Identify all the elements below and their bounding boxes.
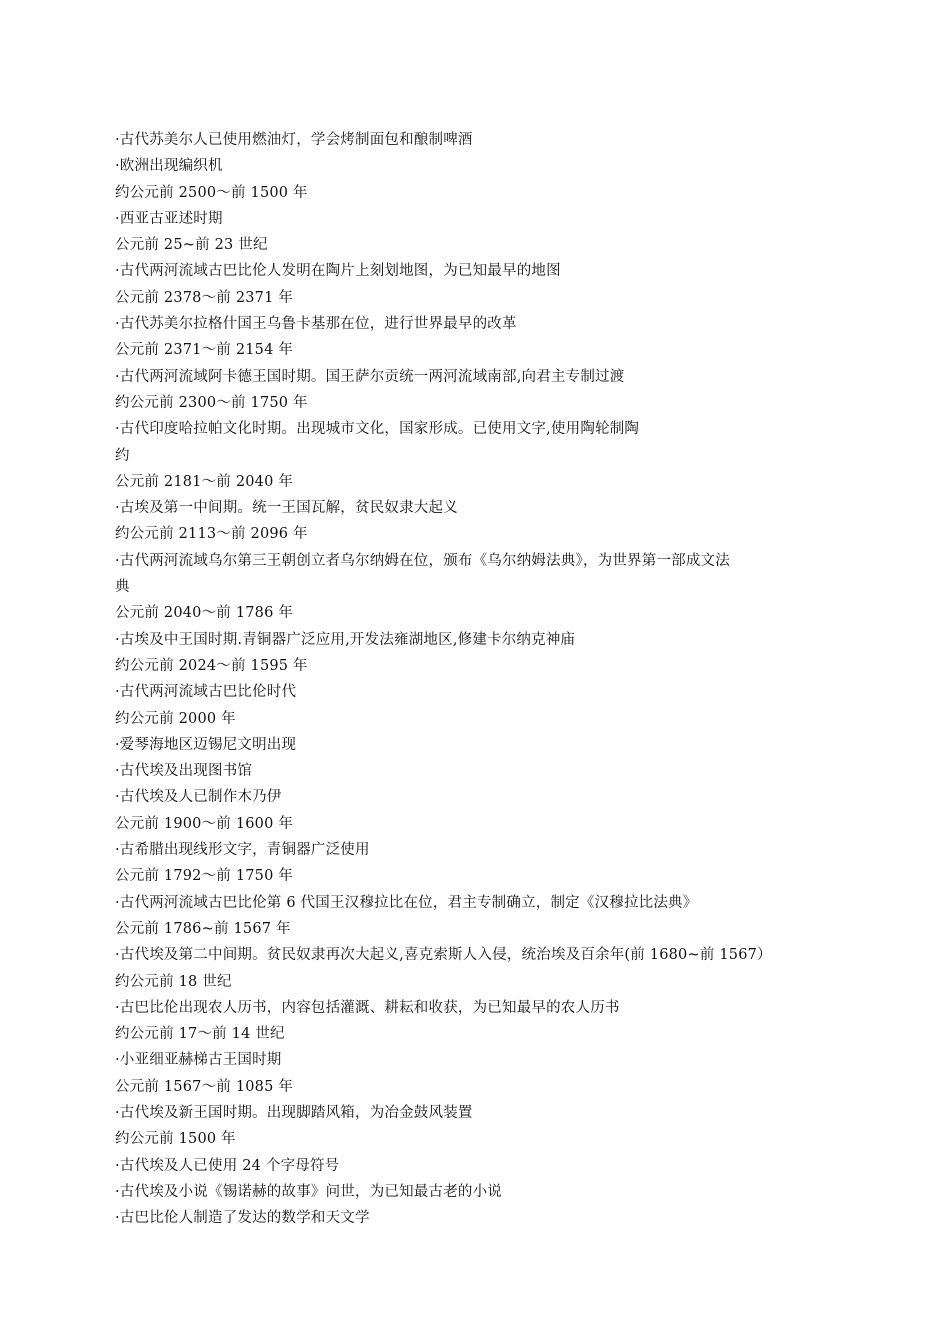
text-line: 公元前 1786~前 1567 年 [115, 920, 291, 937]
text-line: 公元前 1567～前 1085 年 [115, 1078, 294, 1095]
text-line: ·古代埃及新王国时期。出现脚踏风箱，为冶金鼓风装置 [115, 1104, 473, 1121]
text-line: 约公元前 2113～前 2096 年 [115, 526, 308, 543]
text-line: ·古希腊出现线形文字，青铜器广泛使用 [115, 842, 370, 859]
text-line: ·古代埃及小说《锡诺赫的故事》问世，为已知最古老的小说 [115, 1183, 503, 1200]
text-line: 公元前 1792～前 1750 年 [115, 868, 294, 885]
text-line: 典 [115, 579, 130, 596]
text-line: ·古代两河流域古巴比伦人发明在陶片上刻划地图，为已知最早的地图 [115, 263, 561, 280]
text-line: ·古代印度哈拉帕文化时期。出现城市文化，国家形成。已使用文字,使用陶轮制陶 [115, 421, 640, 438]
timeline-text [115, 127, 845, 1231]
text-line: ·古代两河流域古巴比伦第 6 代国王汉穆拉比在位，君主专制确立，制定《汉穆拉比法典》 [115, 894, 698, 911]
text-line: ·古代埃及出现图书馆 [115, 763, 253, 780]
text-line: ·欧洲出现编织机 [115, 158, 223, 175]
text-line: 公元前 2378～前 2371 年 [115, 289, 294, 306]
text-line: ·古代苏美尔人已使用燃油灯，学会烤制面包和酿制啤酒 [115, 132, 473, 148]
text-line: 公元前 2040～前 1786 年 [115, 605, 294, 622]
text-line: ·古巴比伦出现农人历书，内容包括灌溉、耕耘和收获，为已知最早的农人历书 [115, 999, 620, 1016]
text-line: ·古埃及中王国时期.青铜器广泛应用,开发法雍湖地区,修建卡尔纳克神庙 [115, 631, 576, 648]
text-line: ·古巴比伦人制造了发达的数学和天文学 [115, 1210, 370, 1227]
text-line: ·小亚细亚赫梯古王国时期 [115, 1052, 282, 1069]
text-line: ·古代两河流域古巴比伦时代 [115, 684, 297, 701]
text-line: ·西亚古亚述时期 [115, 210, 223, 227]
text-line: 约公元前 2000 年 [115, 710, 236, 727]
text-line: ·古代埃及第二中间期。贫民奴隶再次大起义,喜克索斯人入侵，统治埃及百余年(前 1680~前 1567） [115, 947, 772, 964]
text-line: ·古代苏美尔拉格什国王乌鲁卡基那在位，进行世界最早的改革 [115, 316, 517, 333]
text-line: ·古代埃及人已制作木乃伊 [115, 789, 282, 806]
text-line: 约公元前 1500 年 [115, 1131, 236, 1148]
text-line: 约公元前 2500～前 1500 年 [115, 184, 308, 201]
text-line: 公元前 2181～前 2040 年 [115, 473, 294, 490]
text-line: 约公元前 17～前 14 世纪 [115, 1026, 285, 1043]
text-line: ·古代两河流域乌尔第三王朝创立者乌尔纳姆在位，颁布《乌尔纳姆法典》，为世界第一部成文法 [115, 552, 730, 569]
text-line: ·爱琴海地区迈锡尼文明出现 [115, 736, 297, 753]
text-line: 公元前 25~前 23 世纪 [115, 237, 268, 254]
text-line: 约公元前 18 世纪 [115, 973, 232, 990]
text-line: ·古代两河流域阿卡德王国时期。国王萨尔贡统一两河流域南部,向君主专制过渡 [115, 368, 625, 385]
text-line: 约公元前 2300～前 1750 年 [115, 394, 308, 411]
text-line: 约 [115, 447, 130, 464]
text-line: 公元前 1900～前 1600 年 [115, 815, 294, 832]
text-line: ·古埃及第一中间期。统一王国瓦解，贫民奴隶大起义 [115, 500, 458, 517]
text-line: ·古代埃及人已使用 24 个字母符号 [115, 1157, 340, 1174]
text-line: 约公元前 2024～前 1595 年 [115, 657, 308, 674]
text-line: 公元前 2371～前 2154 年 [115, 342, 294, 359]
